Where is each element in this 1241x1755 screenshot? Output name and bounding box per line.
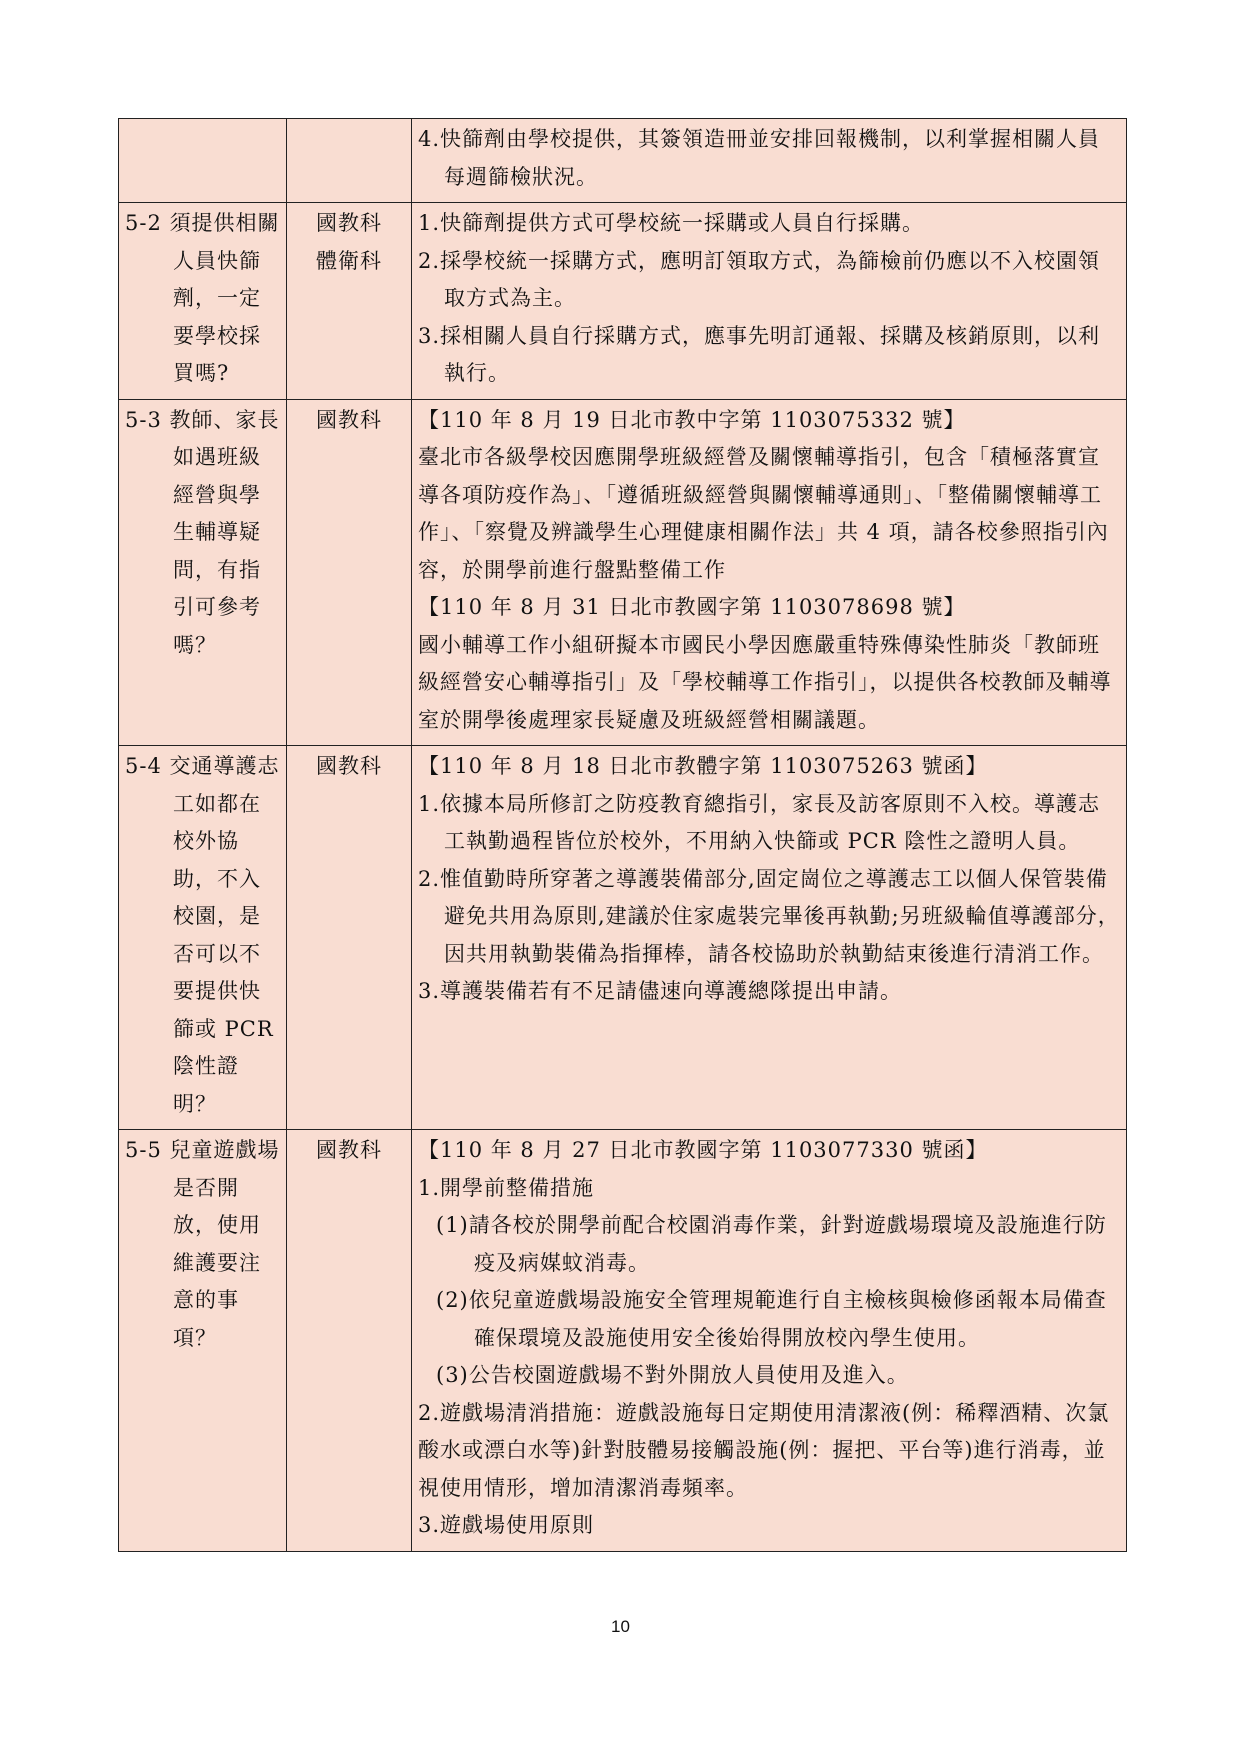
question-cell bbox=[119, 1130, 287, 1552]
answer-item: 1.開學前整備措施 bbox=[418, 1175, 595, 1200]
faq-table bbox=[118, 118, 1127, 1552]
department-cell bbox=[287, 746, 412, 1130]
department-label: 體衛科 bbox=[316, 248, 382, 273]
department-label: 國教科 bbox=[316, 407, 382, 432]
answer-sub: (1)請各校於開學前配合校園消毒作業，針對遊戲場環境及設施進行防疫及病媒蚊消毒。 bbox=[436, 1213, 1107, 1275]
question-cell bbox=[119, 399, 287, 746]
table-row bbox=[119, 1130, 1127, 1552]
table-row bbox=[119, 746, 1127, 1130]
answer-line: 3.遊戲場使用原則 bbox=[418, 1513, 595, 1537]
question-text: 5-3 教師、家長如遇班級經營與學生輔導疑問，有指引可參考嗎？ bbox=[125, 407, 280, 657]
table-row bbox=[119, 399, 1127, 746]
answer-item: 4.快篩劑由學校提供，其簽領造冊並安排回報機制，以利掌握相關人員每週篩檢狀況。 bbox=[418, 127, 1101, 189]
question-cell bbox=[119, 119, 287, 203]
question-cell bbox=[119, 203, 287, 400]
answer-sub: (2)依兒童遊戲場設施安全管理規範進行自主檢核與檢修函報本局備查確保環境及設施使用安全後始得開放校內學生使用。 bbox=[436, 1288, 1107, 1350]
answer-item: 3.導護裝備若有不足請儘速向導護總隊提出申請。 bbox=[418, 979, 903, 1003]
department-label: 國教科 bbox=[316, 211, 382, 235]
answer-item: 1.快篩劑提供方式可學校統一採購或人員自行採購。 bbox=[418, 211, 925, 235]
answer-cell bbox=[412, 746, 1127, 1130]
answer-item: 2.惟值勤時所穿著之導護裝備部分,固定崗位之導護志工以個人保管裝備避免共用為原則,建議於住家處裝完畢後再執勤;另班級輪值導護部分，因共用執勤裝備為指揮棒，請各校協助於執勤結束後進行清消工作。 bbox=[418, 866, 1120, 966]
answer-item: 2.採學校統一採購方式，應明訂領取方式，為篩檢前仍應以不入校園領取方式為主。 bbox=[418, 248, 1101, 310]
department-cell bbox=[287, 119, 412, 203]
answer-line: 【110 年 8 月 18 日北市教體字第 1103075263 號函】 bbox=[418, 754, 988, 778]
answer-line: 臺北市各級學校因應開學班級經營及關懷輔導指引，包含「積極落實宣導各項防疫作為」、「遵循班級經營與關懷輔導通則」、「整備關懷輔導工作」、「察覺及辨識學生心理健康相關作法」共 4 項，請各校參照指引內容，於開學前進行盤點整備工作 bbox=[418, 445, 1109, 582]
answer-line: 2.遊戲場清消措施：遊戲設施每日定期使用清潔液(例：稀釋酒精、次氯酸水或漂白水等)針對肢體易接觸設施(例：握把、平台等)進行消毒，並視使用情形，增加清潔消毒頻率。 bbox=[418, 1400, 1110, 1500]
question-text: 5-4 交通導護志工如都在校外協助，不入校園，是否可以不要提供快篩或 PCR 陰性證明？ bbox=[125, 754, 280, 1116]
answer-line: 【110 年 8 月 19 日北市教中字第 1103075332 號】 bbox=[418, 407, 966, 432]
question-text: 5-2 須提供相關人員快篩劑，一定要學校採買嗎? bbox=[125, 211, 280, 385]
department-label: 國教科 bbox=[316, 754, 382, 778]
department-cell bbox=[287, 203, 412, 400]
department-cell bbox=[287, 399, 412, 746]
answer-cell bbox=[412, 203, 1127, 400]
department-cell bbox=[287, 1130, 412, 1552]
answer-sub: (3)公告校園遊戲場不對外開放人員使用及進入。 bbox=[436, 1363, 909, 1387]
answer-cell bbox=[412, 119, 1127, 203]
page-number: 10 bbox=[611, 1617, 630, 1636]
question-cell bbox=[119, 746, 287, 1130]
answer-cell bbox=[412, 399, 1127, 746]
table-row bbox=[119, 119, 1127, 203]
answer-cell bbox=[412, 1130, 1127, 1552]
answer-line: 【110 年 8 月 31 日北市教國字第 1103078698 號】 bbox=[418, 595, 966, 619]
department-label: 國教科 bbox=[316, 1138, 382, 1162]
question-text: 5-5 兒童遊戲場是否開放，使用維護要注意的事項？ bbox=[125, 1138, 280, 1350]
answer-line: 【110 年 8 月 27 日北市教國字第 1103077330 號函】 bbox=[418, 1138, 988, 1162]
answer-line: 國小輔導工作小組研擬本市國民小學因應嚴重特殊傳染性肺炎「教師班級經營安心輔導指引」及「學校輔導工作指引」，以提供各校教師及輔導室於開學後處理家長疑慮及班級經營相關議題。 bbox=[418, 632, 1112, 732]
answer-item: 1.依據本局所修訂之防疫教育總指引，家長及訪客原則不入校。導護志工執勤過程皆位於校外，不用納入快篩或 PCR 陰性之證明人員。 bbox=[418, 791, 1101, 853]
answer-item: 3.採相關人員自行採購方式，應事先明訂通報、採購及核銷原則，以利執行。 bbox=[418, 323, 1101, 385]
table-row bbox=[119, 203, 1127, 400]
